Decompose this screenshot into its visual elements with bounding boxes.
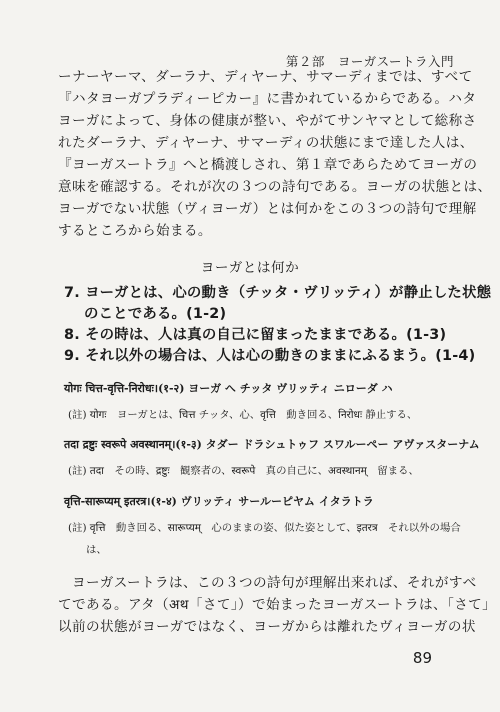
sutra-sanskrit-line: तदा द्रष्टुः स्वरूपे अवस्थानम्।(१-३) タダー ドラシュトゥフ スワルーペー アヴァスターナム [64, 438, 480, 451]
section-heading: ヨーガとは何か [200, 260, 300, 276]
text-line: ヨーガでない状態（ヴィヨーガ）とは何かをこの３つの詩句で理解 [58, 201, 477, 217]
text-line: するところから始まる。 [58, 223, 212, 239]
text-line: 意味を確認する。それが次の３つの詩句である。ヨーガの状態とは、 [58, 179, 492, 195]
text-line: 『ハタヨーガプラディーピカー』に書かれているからである。ハタ [58, 91, 477, 107]
sutra-sanskrit-line: वृत्ति-सारूप्यम् इतरत्र।(१-४) ヴリッティ サールーピヤム イタラトラ [64, 495, 374, 508]
closing-paragraph [58, 572, 497, 638]
text-line: れたダーラナ、ディヤーナ、サマーディの状態にまで達した人は、 [58, 135, 474, 151]
intro-paragraph [58, 66, 492, 242]
text-line: ヨーガスートラは、この３つの詩句が理解出来れば、それがすべ [58, 575, 477, 591]
sutra-gloss: (註) योगः ヨーガとは、चित्त チッタ、心、वृत्ति 動き回る、निरोधः 静止する、 [68, 409, 418, 421]
sutra-sanskrit-line: योगः चित्त-वृत्ति-निरोधः।(१-२) ヨーガ ヘ チッタ ヴリッティ ニローダ ハ [64, 382, 393, 395]
sutra-gloss: (註) तदा その時、द्रष्टुः 観察者の、स्वरूपे 真の自己に、अवस्थानम् 留まる、 [68, 465, 419, 477]
sutra-1-2 [64, 381, 454, 423]
text-line: てである。アタ（अथ「さて」）で始まったヨーガスートラは、「さて」 [58, 597, 497, 613]
verse-9: 9. それ以外の場合は、人は心の動きのままにふるまう。(1-4) [64, 348, 476, 364]
verse-8: 8. その時は、人は真の自己に留まったままである。(1-3) [64, 327, 447, 343]
text-line: 以前の状態がヨーガではなく、ヨーガからは離れたヴィヨーガの状 [58, 619, 476, 635]
verse-list [64, 283, 492, 367]
text-line: 『ヨーガスートラ』へと橋渡しされ、第１章であらためてヨーガの [58, 157, 478, 173]
text-line: ヨーガによって、身体の健康が整い、やがてサンヤマとして総称さ [58, 113, 477, 129]
sutra-1-3 [64, 437, 480, 479]
page-number: 89 [412, 649, 432, 667]
verse-7-continuation: のことである。(1-2) [84, 306, 227, 322]
running-header: 第２部 ヨーガスートラ入門 [285, 54, 454, 69]
text-line: ーナーヤーマ、ダーラナ、ディヤーナ、サマーディまでは、すべて [58, 69, 473, 85]
sutra-gloss-continuation: は、 [86, 544, 107, 556]
sutra-1-4 [64, 494, 461, 558]
verse-7: 7. ヨーガとは、心の動き（チッタ・ヴリッティ）が静止した状態 [64, 285, 492, 301]
sutra-gloss: (註) वृत्ति 動き回る、सारूप्यम् 心のままの姿、似た姿として、इतरत्र それ以外の場合 [68, 522, 461, 534]
